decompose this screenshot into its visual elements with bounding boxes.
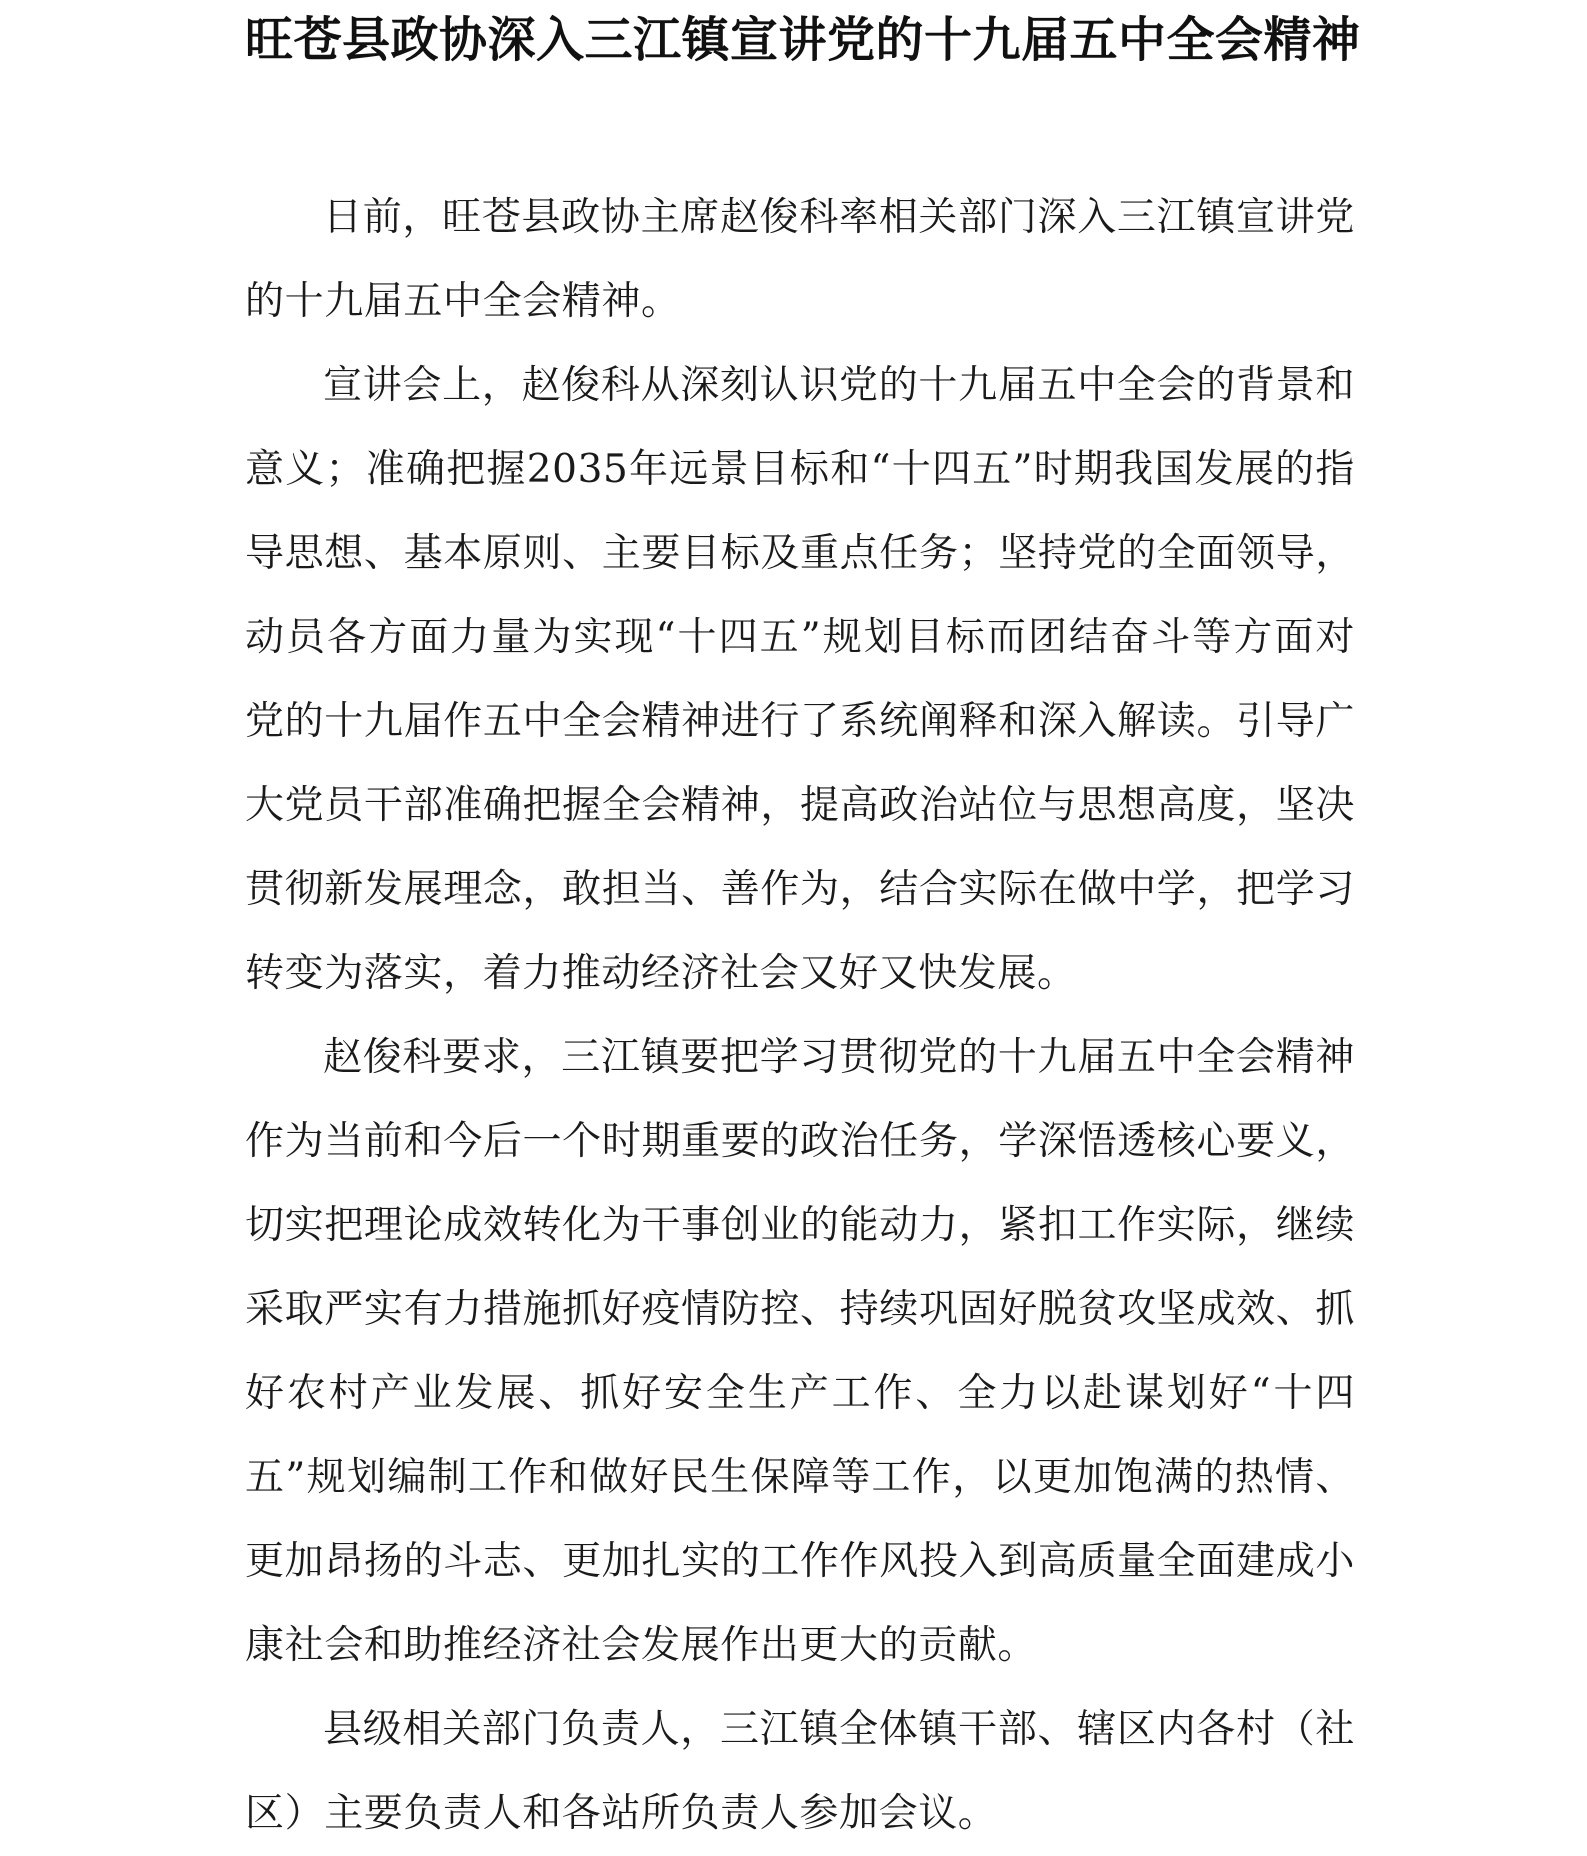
paragraph-lecture-content: 宣讲会上，赵俊科从深刻认识党的十九届五中全会的背景和意义；准确把握2035年远景目标和“十四五”时期我国发展的指导思想、基本原则、主要目标及重点任务；坚持党的全面领导，动员各方面力量为实现“十四五”规划目标而团结奋斗等方面对党的十九届作五中全会精神进行了系统阐释和深入解读。引导广大党员干部准确把握全会精神，提高政治站位与思想高度，坚决贯彻新发展理念，敢担当、善作为，结合实际在做中学，把学习转变为落实，着力推动经济社会又好又快发展。 — [245, 363, 1355, 996]
document-title: 旺苍县政协深入三江镇宣讲党的十九届五中全会精神 — [245, 12, 1361, 68]
paragraph-attendees: 县级相关部门负责人，三江镇全体镇干部、辖区内各村（社区）主要负责人和各站所负责人参加会议。 — [245, 1707, 1355, 1836]
paragraph-requirements: 赵俊科要求，三江镇要把学习贯彻党的十九届五中全会精神作为当前和今后一个时期重要的政治任务，学深悟透核心要义，切实把理论成效转化为干事创业的能动力，紧扣工作实际，继续采取严实有力措施抓好疫情防控、持续巩固好脱贫攻坚成效、抓好农村产业发展、抓好安全生产工作、全力以赴谋划好“十四五”规划编制工作和做好民生保障等工作，以更加饱满的热情、更加昂扬的斗志、更加扎实的工作作风投入到高质量全面建成小康社会和助推经济社会发展作出更大的贡献。 — [245, 1035, 1355, 1668]
document-body — [245, 176, 1355, 1856]
paragraph-intro: 日前，旺苍县政协主席赵俊科率相关部门深入三江镇宣讲党的十九届五中全会精神。 — [245, 195, 1355, 324]
